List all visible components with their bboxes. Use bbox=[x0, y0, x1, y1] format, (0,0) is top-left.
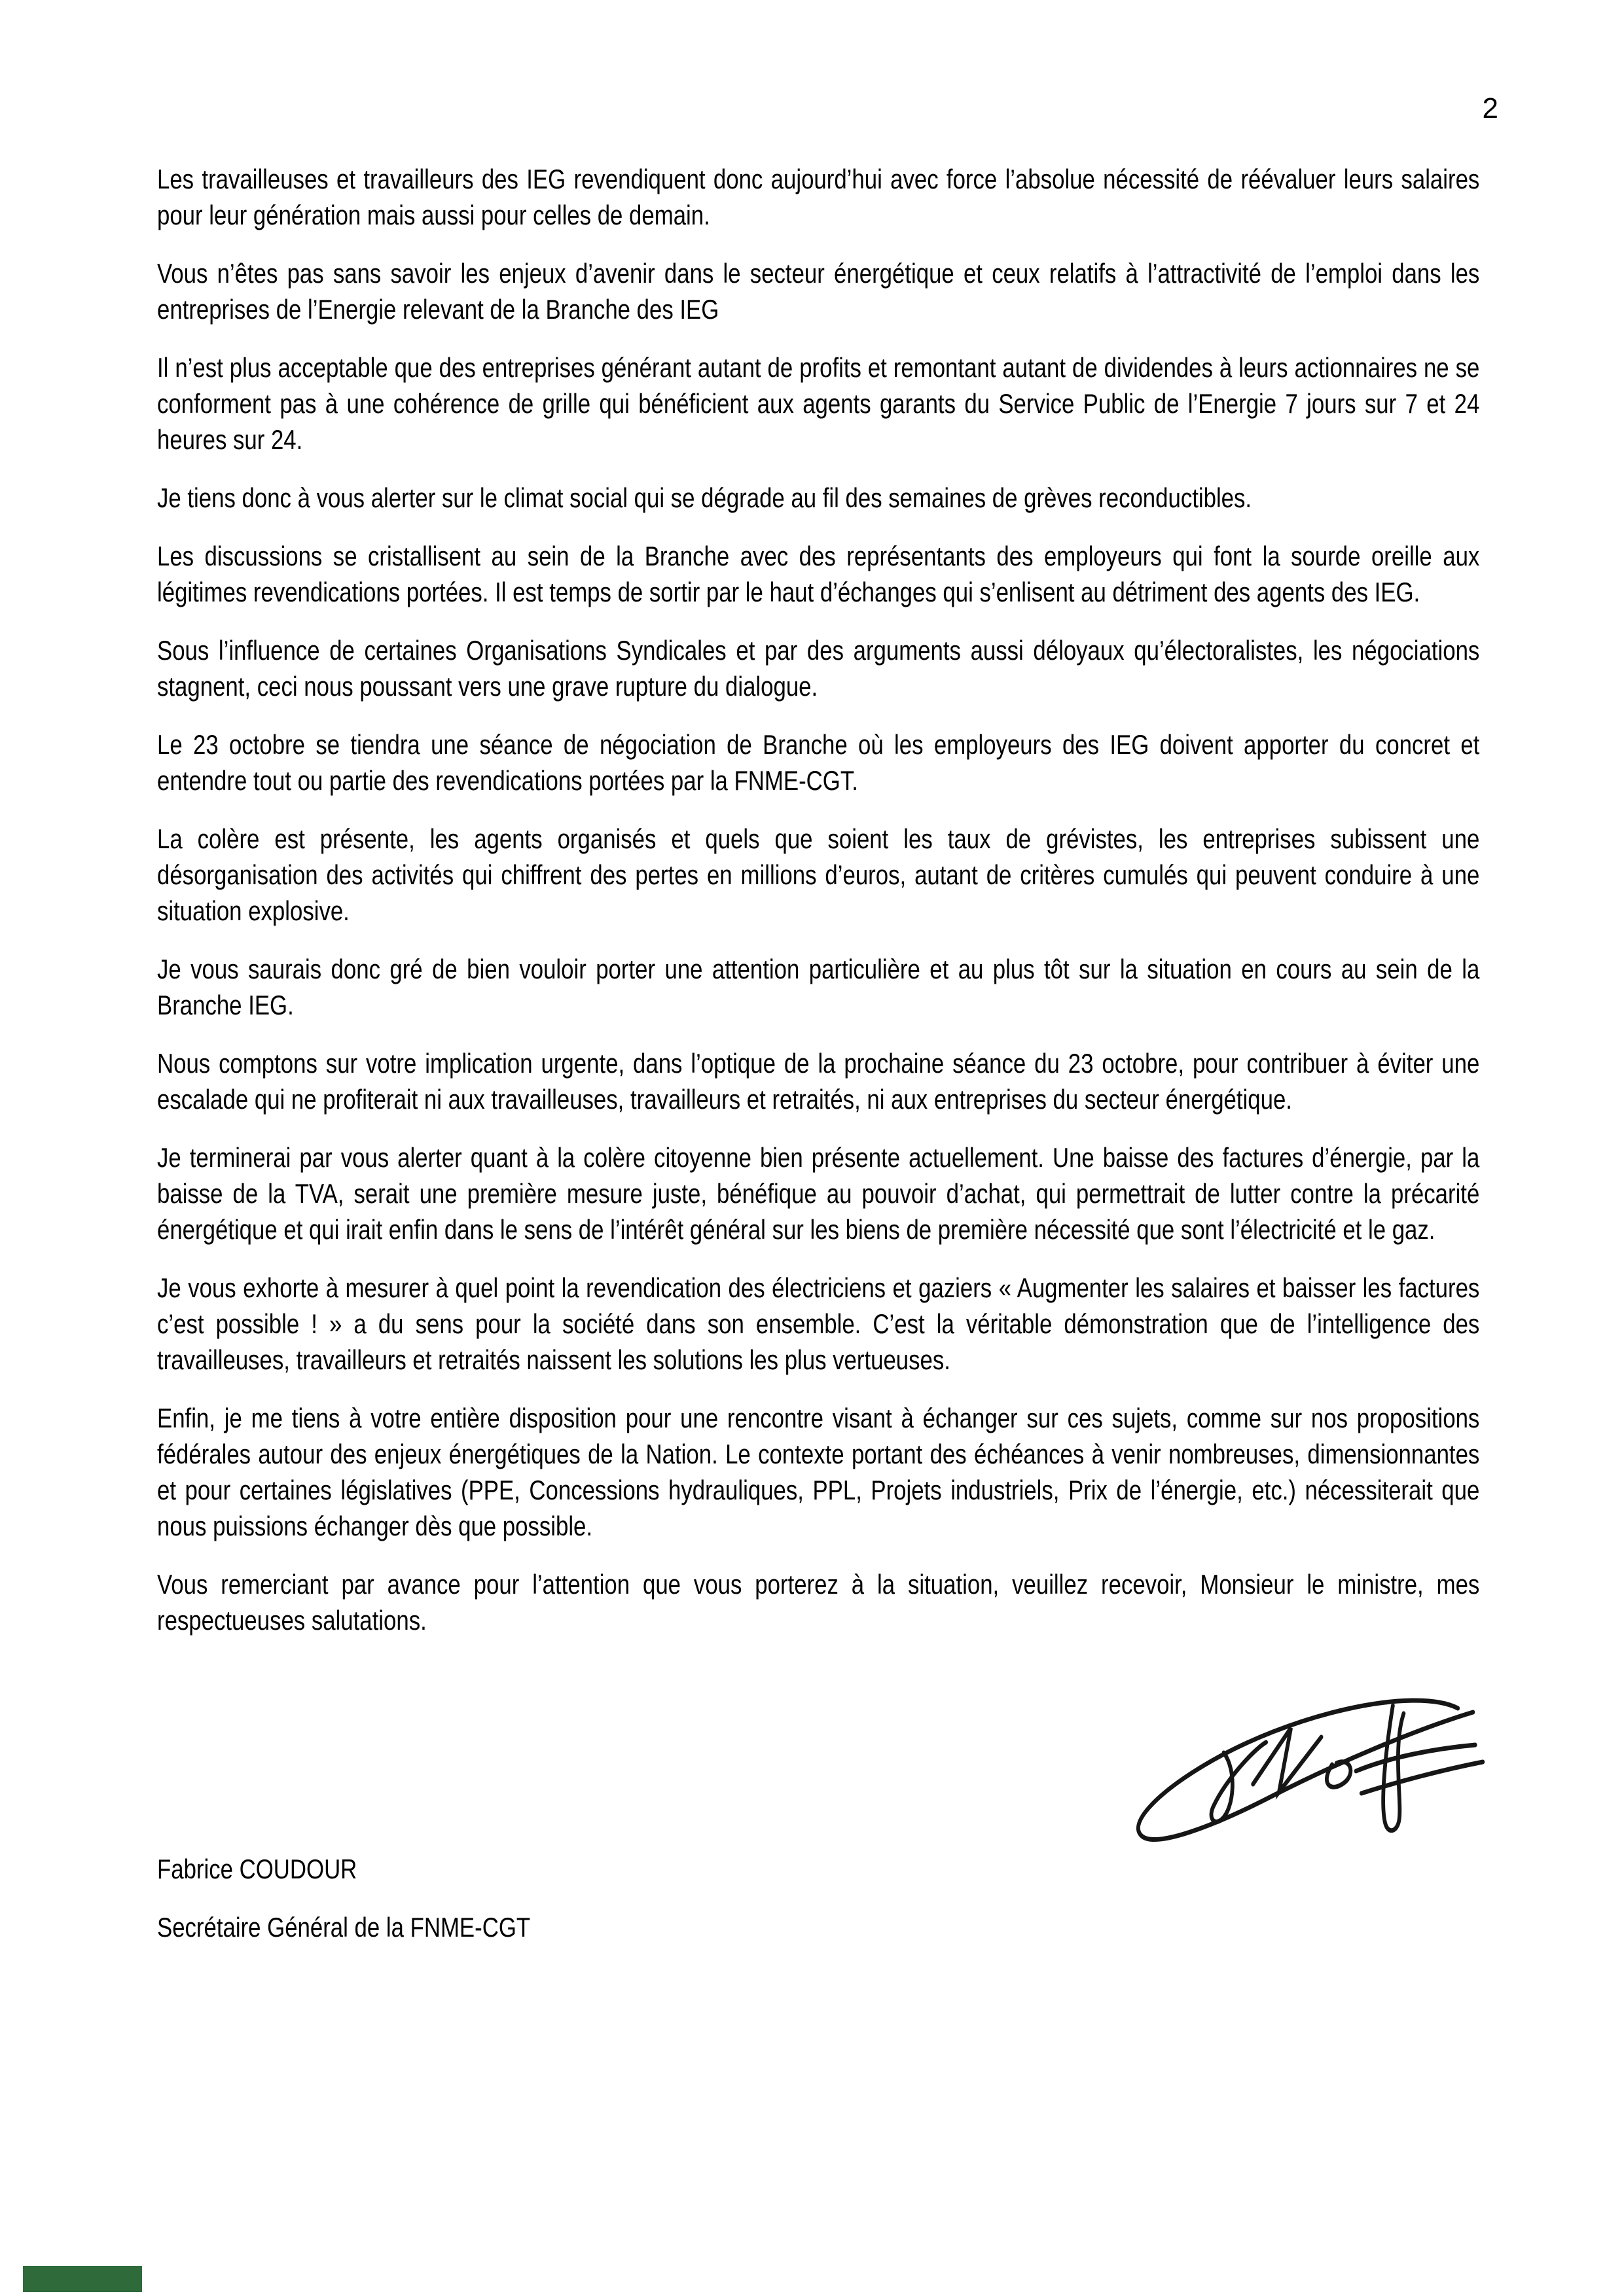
letter-paragraph: Enfin, je me tiens à votre entière disposition pour une rencontre visant à échanger sur ces sujets, comme sur nos propositions fédérales autour des enjeux énergétiques de la Nation. Le contexte portant des échéances à venir nombreuses, dimensionnantes et pour certaines législatives (PPE, Concessions hydrauliques, PPL, Projets industriels, Prix de l’énergie, etc.) nécessiterait que nous puissions échanger dès que possible. bbox=[157, 1403, 1480, 1541]
letter-paragraph: Vous remerciant par avance pour l’attention que vous porterez à la situation, veuillez recevoir, Monsieur le ministre, mes respectueuses salutations. bbox=[157, 1569, 1480, 1636]
letter-paragraph: Je terminerai par vous alerter quant à la colère citoyenne bien présente actuellement. Une baisse des factures d’énergie, par la baisse de la TVA, serait une première mesure juste, bénéfique au pouvoir d’achat, qui permettrait de lutter contre la précarité énergétique et qui irait enfin dans le sens de l’intérêt général sur les biens de première nécessité que sont l’électricité et le gaz. bbox=[157, 1142, 1480, 1245]
letter-paragraph: Je vous exhorte à mesurer à quel point la revendication des électriciens et gaziers « Augmenter les salaires et baisser les factures c’est possible ! » a du sens pour la société dans son ensemble. C’est la véritable démonstration que de l’intelligence des travailleuses, travailleurs et retraités naissent les solutions les plus vertueuses. bbox=[157, 1272, 1480, 1375]
letter-paragraph: Sous l’influence de certaines Organisations Syndicales et par des arguments aussi déloyaux qu’électoralistes, les négociations stagnent, ceci nous poussant vers une grave rupture du dialogue. bbox=[157, 635, 1480, 702]
letter-paragraph: Vous n’êtes pas sans savoir les enjeux d’avenir dans le secteur énergétique et ceux relatifs à l’attractivité de l’emploi dans les entreprises de l’Energie relevant de la Branche des IEG bbox=[157, 258, 1480, 325]
letter-paragraph: Les discussions se cristallisent au sein de la Branche avec des représentants des employeurs qui font la sourde oreille aux légitimes revendications portées. Il est temps de sortir par le haut d’échanges qui s’enlisent au détriment des agents des IEG. bbox=[157, 541, 1480, 607]
page-number: 2 bbox=[1482, 92, 1498, 124]
brand-footer-mark bbox=[23, 2266, 142, 2292]
letter-paragraph: Nous comptons sur votre implication urgente, dans l’optique de la prochaine séance du 23 octobre, pour contribuer à éviter une escalade qui ne profiterait ni aux travailleuses, travailleurs et retraités, ni aux entreprises du secteur énergétique. bbox=[157, 1048, 1480, 1115]
letter-body bbox=[157, 161, 1479, 1967]
letter-paragraph: Il n’est plus acceptable que des entreprises générant autant de profits et remontant autant de dividendes à leurs actionnaires ne se conforment pas à une cohérence de grille qui bénéficient aux agents garants du Service Public de l’Energie 7 jours sur 7 et 24 heures sur 24. bbox=[157, 352, 1480, 455]
letter-paragraph: Je tiens donc à vous alerter sur le climat social qui se dégrade au fil des semaines de grèves reconductibles. bbox=[157, 482, 1252, 513]
signatory-name: Fabrice COUDOUR bbox=[157, 1854, 357, 1884]
signatory-role: Secrétaire Général de la FNME-CGT bbox=[157, 1912, 531, 1943]
letter-paragraph: Les travailleuses et travailleurs des IEG revendiquent donc aujourd’hui avec force l’absolue nécessité de réévaluer leurs salaires pour leur génération mais aussi pour celles de demain. bbox=[157, 164, 1480, 230]
letter-paragraph: La colère est présente, les agents organisés et quels que soient les taux de grévistes, les entreprises subissent une désorganisation des activités qui chiffrent des pertes en millions d’euros, autant de critères cumulés qui peuvent conduire à une situation explosive. bbox=[157, 823, 1480, 926]
letter-paragraph: Je vous saurais donc gré de bien vouloir porter une attention particulière et au plus tôt sur la situation en cours au sein de la Branche IEG. bbox=[157, 954, 1480, 1020]
signature-block bbox=[157, 1674, 1479, 1945]
handwritten-signature-icon bbox=[1111, 1674, 1501, 1844]
letter-paragraph: Le 23 octobre se tiendra une séance de négociation de Branche où les employeurs des IEG doivent apporter du concret et entendre tout ou partie des revendications portées par la FNME-CGT. bbox=[157, 729, 1480, 796]
